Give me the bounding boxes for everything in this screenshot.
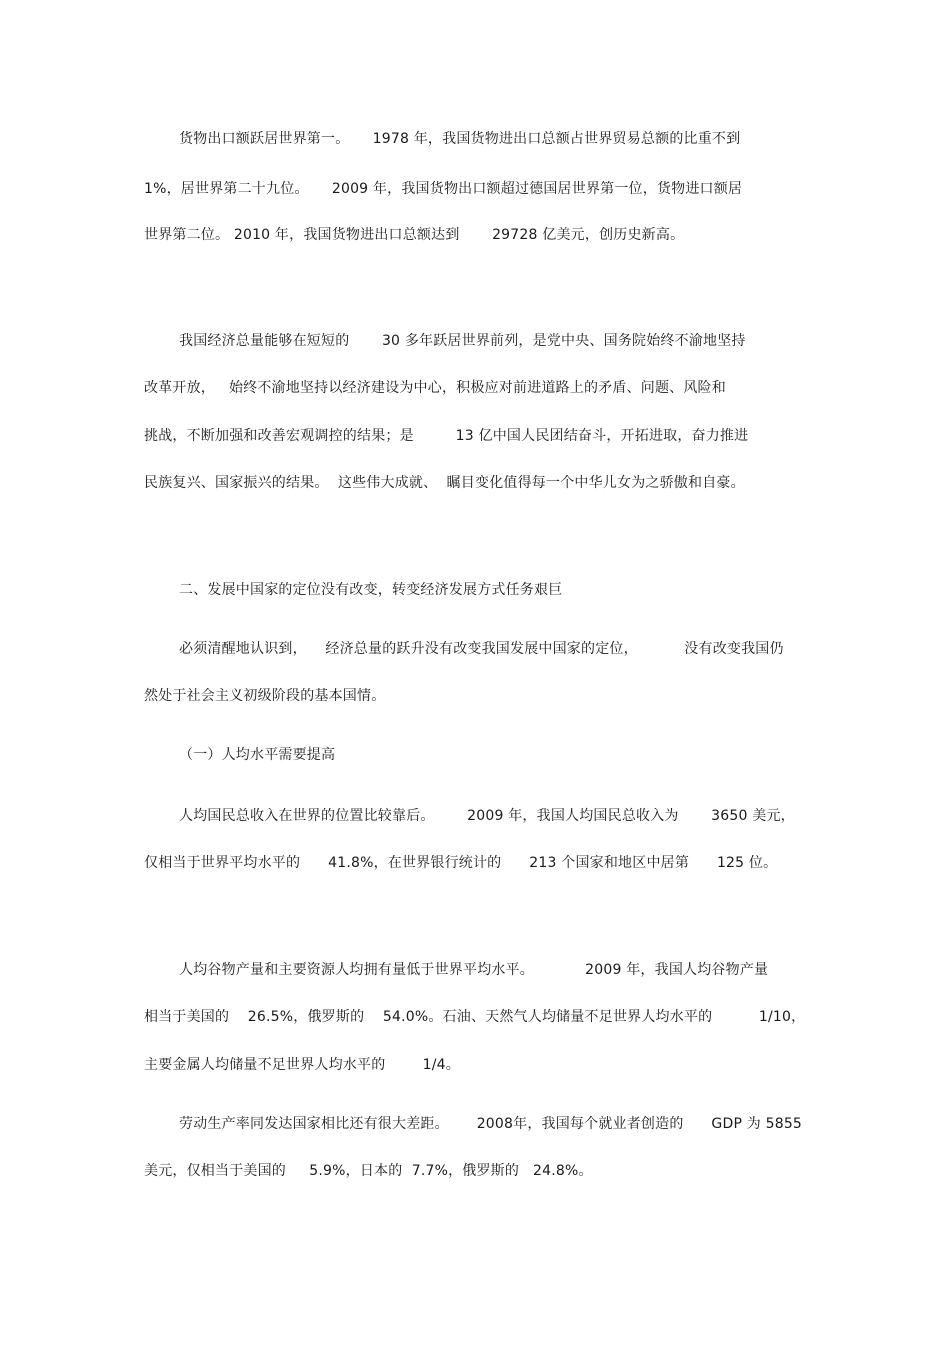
paragraph-line: 货物出口额跃居世界第一。 1978 年，我国货物进出口总额占世界贸易总额的比重不到 <box>179 131 741 147</box>
subsection-heading: （一）人均水平需要提高 <box>179 747 336 763</box>
paragraph-line: 民族复兴、国家振兴的结果。 这些伟大成就、 瞩目变化值得每一个中华儿女为之骄傲和自豪。 <box>144 475 745 491</box>
paragraph-line: 美元，仅相当于美国的 5.9%，日本的 7.7%，俄罗斯的 24.8%。 <box>144 1163 593 1179</box>
paragraph-line: 仅相当于世界平均水平的 41.8%，在世界银行统计的 213 个国家和地区中居第 125 位。 <box>144 855 778 871</box>
paragraph-line: 改革开放， 始终不渝地坚持以经济建设为中心，积极应对前进道路上的矛盾、问题、风险和 <box>144 380 726 396</box>
paragraph-line: 我国经济总量能够在短短的 30 多年跃居世界前列，是党中央、国务院始终不渝地坚持 <box>179 333 746 349</box>
paragraph-line: 世界第二位。 2010 年，我国货物进出口总额达到 29728 亿美元，创历史新高。 <box>144 227 685 243</box>
paragraph-line: 挑战，不断加强和改善宏观调控的结果；是 13 亿中国人民团结奋斗，开拓进取，奋力推进 <box>144 428 749 444</box>
paragraph-line: 人均谷物产量和主要资源人均拥有量低于世界平均水平。 2009 年，我国人均谷物产量 <box>179 962 769 978</box>
paragraph-line: 人均国民总收入在世界的位置比较靠后。 2009 年，我国人均国民总收入为 3650 美元， <box>179 808 795 824</box>
paragraph-line: 相当于美国的 26.5%，俄罗斯的 54.0%。石油、天然气人均储量不足世界人均水平的 1/10， <box>144 1009 806 1025</box>
paragraph-line: 必须清醒地认识到， 经济总量的跃升没有改变我国发展中国家的定位， 没有改变我国仍 <box>179 641 784 657</box>
paragraph-line: 劳动生产率同发达国家相比还有很大差距。 2008年，我国每个就业者创造的 GDP 为 5855 <box>179 1116 803 1132</box>
paragraph-line: 主要金属人均储量不足世界人均水平的 1/4。 <box>144 1057 460 1073</box>
paragraph-line: 然处于社会主义初级阶段的基本国情。 <box>144 688 386 704</box>
section-heading: 二、发展中国家的定位没有改变，转变经济发展方式任务艰巨 <box>179 582 563 598</box>
paragraph-line: 1%，居世界第二十九位。 2009 年，我国货物出口额超过德国居世界第一位，货物进口额居 <box>144 181 743 197</box>
